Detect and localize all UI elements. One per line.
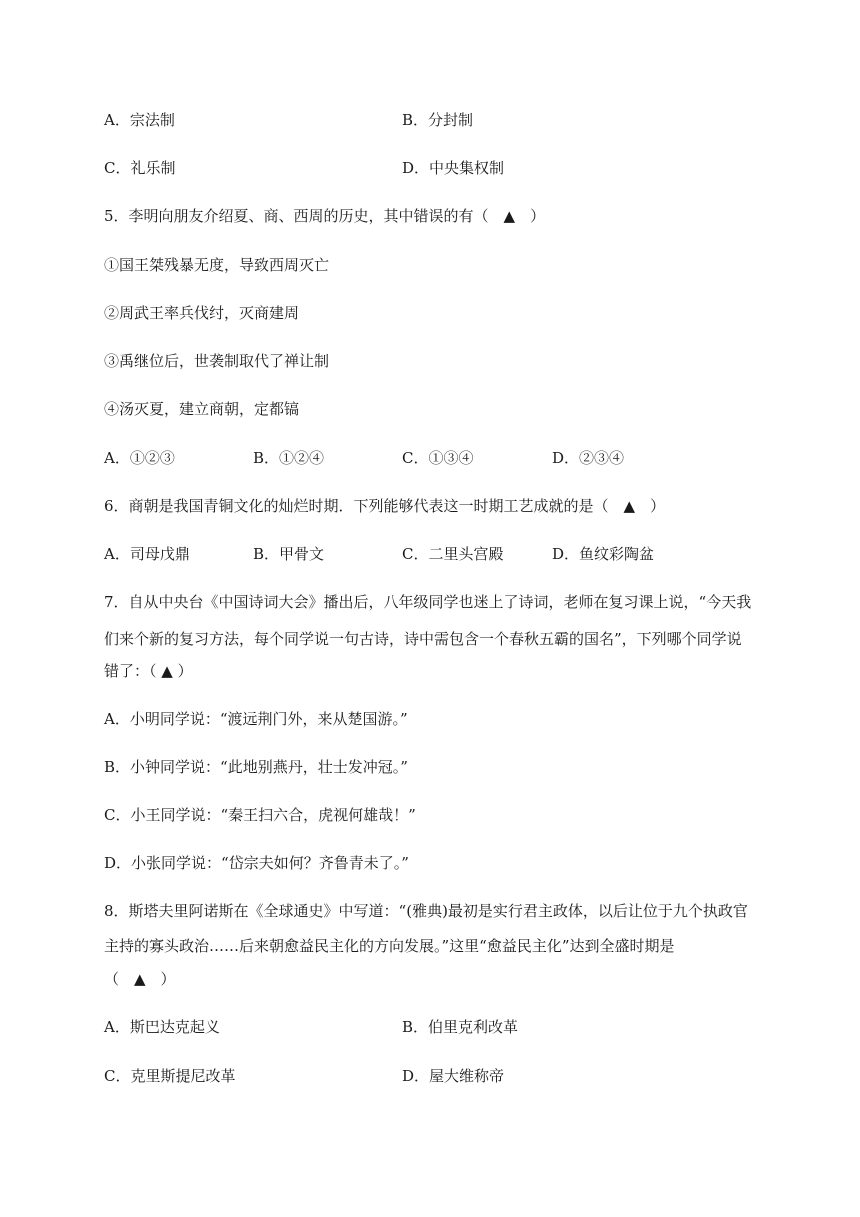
q4-option-c: C．礼乐制 bbox=[104, 159, 176, 177]
q6-option-d: D．鱼纹彩陶盆 bbox=[552, 545, 655, 563]
q5-item-2: ②周武王率兵伐纣，灭商建周 bbox=[104, 304, 300, 322]
q5-option-b: B．①②④ bbox=[253, 449, 325, 467]
q5-item-3: ③禹继位后，世袭制取代了禅让制 bbox=[104, 352, 330, 370]
q6-option-b: B．甲骨文 bbox=[253, 545, 325, 563]
q5-item-4: ④汤灭夏，建立商朝，定都镐 bbox=[104, 400, 300, 418]
q8-stem-line-2: 主持的寡头政治……后来朝愈益民主化的方向发展。”这里“愈益民主化”达到全盛时期是 bbox=[104, 937, 675, 955]
q4-option-d: D．中央集权制 bbox=[402, 159, 505, 177]
q8-stem-line-3: （ ▲ ） bbox=[104, 970, 176, 988]
q5-option-d: D．②③④ bbox=[552, 449, 625, 467]
q8-stem-line-1: 8．斯塔夫里阿诺斯在《全球通史》中写道：“(雅典)最初是实行君主政体，以后让位于九个执政官 bbox=[104, 902, 748, 920]
q5-stem: 5．李明向朋友介绍夏、商、西周的历史，其中错误的有（ ▲ ） bbox=[104, 207, 546, 225]
q6-option-a: A．司母戊鼎 bbox=[104, 545, 190, 563]
q5-option-c: C．①③④ bbox=[402, 449, 474, 467]
q7-option-c: C．小王同学说：“秦王扫六合，虎视何雄哉！” bbox=[104, 806, 416, 824]
q6-option-c: C．二里头宫殿 bbox=[402, 545, 504, 563]
q4-option-b: B．分封制 bbox=[402, 111, 474, 129]
q8-option-d: D．屋大维称帝 bbox=[402, 1067, 505, 1085]
q6-stem: 6．商朝是我国青铜文化的灿烂时期．下列能够代表这一时期工艺成就的是（ ▲ ） bbox=[104, 497, 666, 515]
q8-option-a: A．斯巴达克起义 bbox=[104, 1018, 220, 1036]
q7-option-b: B．小钟同学说：“此地别燕丹，壮士发冲冠。” bbox=[104, 758, 408, 776]
q4-option-a: A．宗法制 bbox=[104, 111, 175, 129]
q7-option-a: A．小明同学说：“渡远荆门外，来从楚国游。” bbox=[104, 710, 408, 728]
q8-option-c: C．克里斯提尼改革 bbox=[104, 1067, 236, 1085]
q5-item-1: ①国王桀残暴无度，导致西周灭亡 bbox=[104, 256, 330, 274]
q7-stem-line-3: 错了：（ ▲ ） bbox=[104, 662, 193, 680]
q7-stem-line-1: 7．自从中央台《中国诗词大会》播出后，八年级同学也迷上了诗词，老师在复习课上说，“今天我 bbox=[104, 593, 752, 611]
q7-option-d: D．小张同学说：“岱宗夫如何？齐鲁青未了。” bbox=[104, 854, 409, 872]
q8-option-b: B．伯里克利改革 bbox=[402, 1018, 519, 1036]
q7-stem-line-2: 们来个新的复习方法，每个同学说一句古诗，诗中需包含一个春秋五霸的国名”，下列哪个同学说 bbox=[104, 630, 742, 648]
q5-option-a: A．①②③ bbox=[104, 449, 175, 467]
